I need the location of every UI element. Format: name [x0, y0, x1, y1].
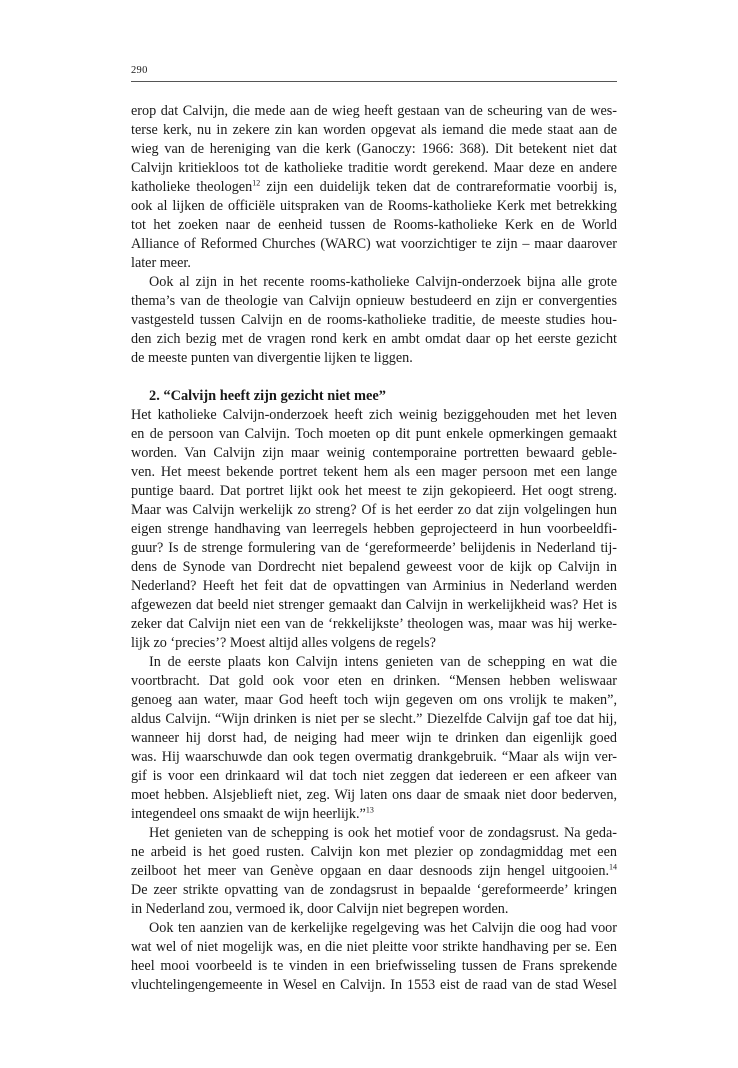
text-line: Het genieten van de schepping is ook het motief voor de zondagsrust. Na geda- [149, 825, 617, 841]
body-text [131, 102, 617, 995]
text-line: Alliance of Reformed Churches (WARC) wat voorzichtiger te zijn – maar daarover [131, 236, 617, 252]
footnote-reference: 14 [609, 862, 617, 872]
text-line: puntige baard. Dat portret lijkt ook het meest te zijn gekopieerd. Het oogt streng. [131, 483, 617, 499]
paragraph [131, 919, 617, 995]
text-line: zeker dat Calvijn niet een van de ‘rekkelijkste’ theologen was, maar was hij werke- [131, 616, 617, 632]
text-line: In de eerste plaats kon Calvijn intens genieten van de schepping en wat die [149, 654, 617, 670]
text-line: Het katholieke Calvijn-onderzoek heeft zich weinig beziggehouden met het leven [131, 407, 617, 423]
text-line: erop dat Calvijn, die mede aan de wieg heeft gestaan van de scheuring van de wes- [131, 103, 617, 119]
paragraph [131, 406, 617, 653]
text-line: Ook ten aanzien van de kerkelijke regelgeving was het Calvijn die oog had voor [149, 920, 617, 936]
text-line: wat wel of niet mogelijk was, en die niet pleitte voor strikte handhaving per se. Een [131, 939, 617, 955]
paragraph [131, 653, 617, 824]
section-heading: 2. “Calvijn heeft zijn gezicht niet mee” [149, 388, 386, 404]
text-line: en de persoon van Calvijn. Toch moeten op dit punt enkele opmerkingen gemaakt [131, 426, 617, 442]
text-line: tot het zoeken naar de eenheid tussen de Rooms-katholieke Kerk en de World [131, 217, 617, 233]
text-line: Calvijn kritiekloos tot de katholieke traditie wordt gerekend. Maar deze en andere [131, 160, 617, 176]
text-line: in Nederland zou, vermoed ik, door Calvijn niet begrepen worden. [131, 901, 509, 917]
footnote-reference: 12 [252, 178, 261, 188]
text-line: later meer. [131, 255, 191, 271]
paragraph [131, 102, 617, 273]
text-line: worden. Van Calvijn zijn maar weinig contemporaine portretten bewaard geble- [131, 445, 617, 461]
text-segment: zijn een duidelijk teken dat de contrareformatie voorbij is, [266, 179, 618, 195]
text-line: Nederland? Heeft het feit dat de opvattingen van Arminius in Nederland werden [131, 578, 617, 594]
text-line: den zich bezig met de vragen rond kerk en ambt omdat daar op het eerste gezicht [131, 331, 617, 347]
book-page [131, 0, 617, 1068]
text-line: was. Hij waarschuwde dan ook tegen overmatig drankgebruik. “Maar als wijn ver- [131, 749, 617, 765]
text-line: gif is voor een drinkaard wil dat toch niet zeggen dat iedereen er een afkeer van [131, 768, 617, 784]
text-line: eigen strenge handhaving van leerregels hebben geprojecteerd in hun voorbeeldfi- [131, 521, 617, 537]
text-segment: integendeel ons smaakt de wijn heerlijk.” [131, 806, 366, 822]
text-line: ven. Het meest bekende portret tekent hem als een mager persoon met een lange [131, 464, 617, 480]
text-line [131, 178, 617, 197]
text-line: moet hebben. Alsjeblieft niet, zeg. Wij laten ons daar de smaak niet door bederven, [131, 787, 617, 803]
text-line: Maar was Calvijn werkelijk zo streng? Of is het eerder zo dat zijn volgelingen hun [131, 502, 617, 518]
text-line: voortbracht. Dat gold ook voor eten en drinken. “Mensen hebben weliswaar [131, 673, 617, 689]
text-line: lijk zo ‘precies’? Moest altijd alles volgens de regels? [131, 635, 436, 651]
text-line: ne arbeid is het goed rusten. Calvijn kon met plezier op zondagmiddag met een [131, 844, 617, 860]
text-line: dens de Synode van Dordrecht niet bepalend geweest voor de kijk op Calvijn in [131, 559, 617, 575]
text-line: de meeste punten van divergentie lijken te liggen. [131, 350, 413, 366]
paragraph [131, 273, 617, 368]
text-line: vastgesteld tussen Calvijn en de rooms-katholieke traditie, de meeste studies hou- [131, 312, 617, 328]
text-segment: katholieke theologen [131, 179, 253, 195]
text-line: thema’s van de theologie van Calvijn opnieuw bestudeerd en zijn er convergenties [131, 293, 617, 309]
text-line: terse kerk, nu in zekere zin kan worden opgevat als iemand die mede staat aan de [131, 122, 617, 138]
text-line: wieg van de hereniging van die kerk (Ganoczy: 1966: 368). Dit betekent niet dat [131, 141, 617, 157]
footnote-reference: 13 [365, 805, 374, 815]
text-line: afgewezen dat beeld niet strenger gemaakt dan Calvijn in werkelijkheid was? Het is [131, 597, 617, 613]
text-line: guur? Is de strenge formulering van de ‘gereformeerde’ belijdenis in Nederland tij- [131, 540, 617, 556]
text-line: De zeer strikte opvatting van de zondagsrust in bepaalde ‘gereformeerde’ kringen [131, 882, 617, 898]
page-number: 290 [131, 65, 148, 76]
text-line: heel mooi voorbeeld is te vinden in een briefwisseling tussen de Frans sprekende [131, 958, 617, 974]
text-line: Ook al zijn in het recente rooms-katholieke Calvijn-onderzoek bijna alle grote [149, 274, 617, 290]
text-line: genoeg aan water, maar God heeft toch wijn gegeven om ons vrolijk te maken”, [131, 692, 617, 708]
text-line: vluchtelingengemeente in Wesel en Calvijn. In 1553 eist de raad van de stad Wesel [131, 977, 617, 993]
text-line: aldus Calvijn. “Wijn drinken is niet per se slecht.” Diezelfde Calvijn gaf toe dat hij, [131, 711, 617, 727]
running-header [131, 63, 617, 82]
text-line [131, 862, 617, 881]
text-line: ook al lijken de officiële uitspraken van de Rooms-katholieke Kerk met betrekking [131, 198, 617, 214]
text-line [131, 805, 617, 824]
text-line: wanneer hij dorst had, de neiging had meer wijn te drinken dan eigenlijk goed [131, 730, 617, 746]
text-segment: zeilboot het meer van Genève opgaan en daar desnoods zijn hengel uitgooien. [131, 863, 609, 879]
paragraph [131, 824, 617, 919]
